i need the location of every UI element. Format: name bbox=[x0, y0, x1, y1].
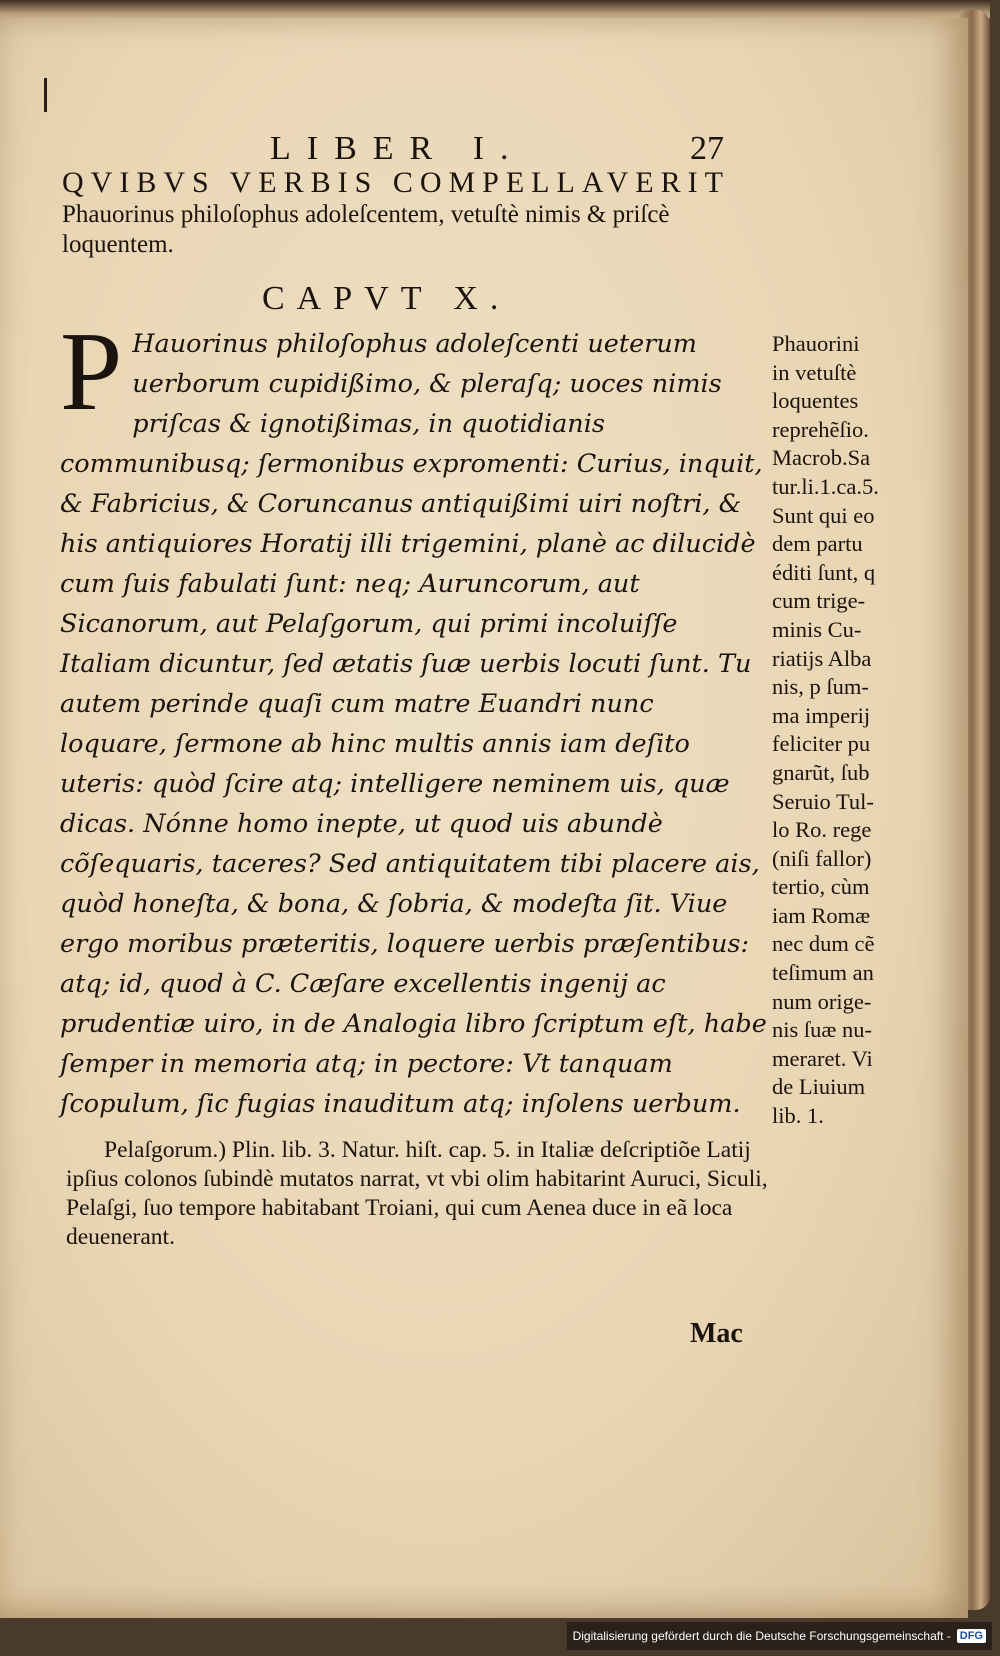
margin-note-line: de Liuium bbox=[772, 1074, 866, 1100]
margin-note-line: in vetuſtè bbox=[772, 359, 857, 385]
page-number: 27 bbox=[690, 130, 724, 167]
margin-mark bbox=[44, 78, 47, 112]
margin-note-line: meraret. Vi bbox=[772, 1045, 873, 1071]
margin-note-line: Macrob.Sa bbox=[772, 445, 871, 471]
margin-note-line: tertio, cùm bbox=[772, 874, 870, 900]
margin-notes bbox=[772, 330, 932, 1131]
main-text-block bbox=[60, 310, 768, 1124]
margin-note-line: lo Ro. rege bbox=[772, 817, 872, 843]
margin-note-line: tur.li.1.ca.5. bbox=[772, 473, 879, 499]
chapter-number: CAPVT X. bbox=[262, 280, 511, 317]
chapter-heading bbox=[62, 166, 772, 260]
margin-note-line: lib. 1. bbox=[772, 1103, 824, 1129]
drop-cap: P bbox=[60, 310, 123, 434]
margin-note-line: ma imperij bbox=[772, 702, 871, 728]
book-page bbox=[0, 18, 968, 1618]
margin-note-line: Seruio Tul- bbox=[772, 788, 874, 814]
margin-note-line: num orige- bbox=[772, 988, 872, 1014]
chapter-heading-line1: QVIBVS VERBIS COMPELLAVERIT bbox=[62, 166, 730, 199]
margin-note-line: riatijs Alba bbox=[772, 645, 872, 671]
margin-note-line: gnarũt, ſub bbox=[772, 759, 870, 785]
margin-note-line: nis ſuæ nu- bbox=[772, 1017, 873, 1043]
catchword: Mac bbox=[690, 1318, 743, 1349]
margin-note-line: minis Cu- bbox=[772, 616, 862, 642]
margin-note-line: éditi ſunt, q bbox=[772, 559, 876, 585]
digitization-credit bbox=[567, 1622, 992, 1650]
margin-note-line: Sunt qui eo bbox=[772, 502, 875, 528]
digitization-credit-text: Digitalisierung gefördert durch die Deutsche Forschungsgemeinschaft - bbox=[572, 1629, 951, 1643]
margin-note-line: nec dum cẽ bbox=[772, 931, 875, 957]
dfg-logo: DFG bbox=[957, 1629, 986, 1643]
margin-note-line: nis, p ſum- bbox=[772, 674, 869, 700]
main-text: Hauorinus philoſophus adoleſcenti ueterum uerborum cupidißimo, & pleraſq; uoces nimis priſcas & ignotißimas, in quotidianis communibusq; ſermonibus expromenti: Curius, inquit, & Fabricius, & Coruncanus antiquißimi uiri noſtri, & his antiquiores Horatij illi trigemini, planè ac dilucidè cum ſuis fabulati ſunt: neq; Auruncorum, aut Sicanorum, aut Pelaſgorum, qui primi incoluiſſe Italiam dicuntur, ſed ætatis ſuæ uerbis locuti ſunt. Tu autem perinde quaſi cum matre Euandri nunc loquare, ſermone ab hinc multis annis iam deſito uteris: quòd ſcire atq; intelligere neminem uis, quæ dicas. Nónne homo inepte, ut quod uis abundè cõſequaris, taceres? Sed antiquitatem tibi placere ais, quòd honeſta, & bona, & ſobria, & modeſta ſit. Viue ergo moribus præteritis, loquere uerbis præſentibus: atq; id, quod à C. Cæſare excellentis ingenij ac prudentiæ uiro, in de Analogia libro ſcriptum eſt, habe ſemper in memoria atq; in pectore: Vt tanquam ſcopulum, ſic fugias inauditum atq; inſolens uerbum. bbox=[60, 329, 767, 1119]
margin-note-line: cum trige- bbox=[772, 588, 866, 614]
margin-note-line: feliciter pu bbox=[772, 731, 871, 757]
margin-note-line: iam Romæ bbox=[772, 902, 871, 928]
margin-note-line: (niſi fallor) bbox=[772, 845, 872, 871]
chapter-heading-rest: Phauorinus philoſophus adoleſcentem, vetuſtè nimis & priſcè loquentem. bbox=[62, 201, 670, 258]
commentary-note: Pelaſgorum.) Plin. lib. 3. Natur. hiſt. cap. 5. in Italiæ deſcriptiõe Latij ipſius colonos ſubindè mutatos narrat, vt vbi olim habitarint Auruci, Siculi, Pelaſgi, ſuo tempore habitabant Troiani, qui cum Aenea duce in eã loca deuenerant. bbox=[66, 1137, 768, 1250]
margin-note-line: Phauorini bbox=[772, 331, 860, 356]
margin-note-line: dem partu bbox=[772, 531, 863, 557]
running-head: LIBER I. bbox=[270, 130, 525, 167]
margin-note-line: loquentes bbox=[772, 388, 859, 414]
margin-note-line: teſimum an bbox=[772, 960, 874, 986]
margin-note-line: reprehẽſio. bbox=[772, 416, 869, 442]
